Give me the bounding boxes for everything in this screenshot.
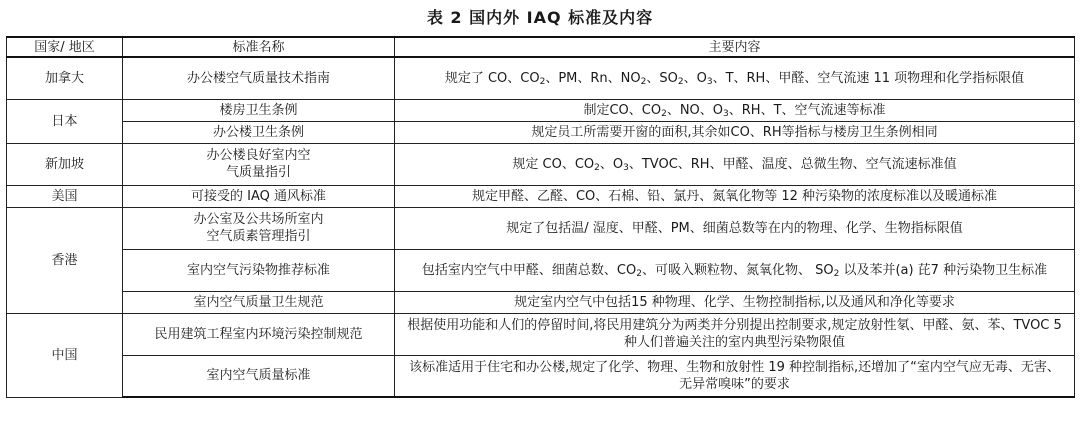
content-text: 规定 CO、CO (512, 156, 595, 172)
subscript: 3 (706, 76, 713, 87)
content-text: 规定甲醛、乙醛、CO、石棉、铅、氯丹、氮氧化物等 12 种污染物的浓度标准以及暖通标准 (471, 188, 998, 204)
content-text: 、PM、Rn、NO (545, 70, 641, 86)
standard-cell: 办公室及公共场所室内空气质素管理指引 (123, 207, 395, 249)
content-text: 以及苯并(a) 芘7 种污染物卫生标准 (839, 262, 1048, 278)
standard-cell: 室内空气质量卫生规范 (123, 291, 395, 313)
content-text: 该标准适用于住宅和办公楼,规定了化学、物理、生物和放射性 19 种控制指标,还增加了“室内空气应无毒、无害、无异常嗅味”的要求 (409, 359, 1060, 392)
region-cell: 香港 (7, 207, 123, 313)
content-text: 、T、RH、甲醛、空气流速 11 项物理和化学指标限值 (712, 70, 1025, 86)
header-standard: 标准名称 (123, 37, 395, 57)
content-text: 规定室内空气中包括15 种物理、化学、生物控制指标,以及通风和净化等要求 (514, 294, 955, 310)
content-text: 、O (599, 156, 624, 172)
content-cell (395, 313, 1075, 355)
subscript: 2 (636, 268, 642, 279)
content-cell (395, 99, 1075, 121)
content-cell (395, 121, 1075, 143)
standard-cell: 室内空气污染物推荐标准 (123, 249, 395, 291)
content-text: 规定了 CO、CO (444, 70, 540, 86)
content-cell (395, 185, 1075, 207)
region-cell: 日本 (7, 99, 123, 143)
content-cell (395, 355, 1075, 397)
content-text: 、TVOC、RH、甲醛、温度、总微生物、空气流速标准值 (628, 156, 957, 172)
table-row (7, 291, 1075, 313)
content-text: 、RH、T、空气流速等标准 (728, 102, 886, 118)
standard-cell: 可接受的 IAQ 通风标准 (123, 185, 395, 207)
content-text: 规定员工所需要开窗的面积,其余如CO、RH等指标与楼房卫生条例相同 (531, 124, 938, 140)
subscript: 2 (661, 108, 667, 119)
region-cell: 中国 (7, 313, 123, 397)
subscript: 2 (594, 162, 600, 173)
content-cell (395, 143, 1075, 185)
standard-cell: 办公楼空气质量技术指南 (123, 57, 395, 99)
table-row (7, 313, 1075, 355)
content-text: 根据使用功能和人们的停留时间,将民用建筑分为两类并分别提出控制要求,规定放射性氡、甲醛、氨、苯、TVOC 5种人们普遍关注的室内典型污染物限值 (407, 318, 1062, 350)
content-cell (395, 249, 1075, 291)
standard-cell: 办公楼良好室内空气质量指引 (123, 143, 395, 185)
subscript: 2 (677, 76, 684, 87)
header-content: 主要内容 (395, 37, 1075, 57)
subscript: 2 (640, 76, 647, 87)
subscript: 2 (833, 268, 840, 279)
content-text: 、NO、O (666, 102, 724, 118)
content-text: 、SO (646, 70, 678, 86)
content-text: 包括室内空气中甲醛、细菌总数、CO (421, 262, 637, 278)
content-cell (395, 207, 1075, 249)
content-text: 规定了包括温/ 湿度、甲醛、PM、细菌总数等在内的物理、化学、生物指标限值 (506, 220, 963, 236)
header-region: 国家/ 地区 (7, 37, 123, 57)
table-row (7, 185, 1075, 207)
subscript: 3 (623, 162, 629, 173)
region-cell: 新加坡 (7, 143, 123, 185)
iaq-standards-table (6, 36, 1075, 398)
table-row (7, 99, 1075, 121)
table-row (7, 249, 1075, 291)
standard-cell: 办公楼卫生条例 (123, 121, 395, 143)
table-caption: 表 2 国内外 IAQ 标准及内容 (426, 8, 654, 27)
table-row (7, 57, 1075, 99)
subscript: 2 (539, 76, 546, 87)
region-cell: 美国 (7, 185, 123, 207)
standard-cell: 室内空气质量标准 (123, 355, 395, 397)
content-text: 制定CO、CO (583, 102, 662, 118)
content-text: 、O (683, 70, 707, 86)
table-row (7, 355, 1075, 397)
region-cell: 加拿大 (7, 57, 123, 99)
table-header-row (7, 37, 1075, 57)
content-text: 、可吸入颗粒物、氮氧化物、 SO (641, 262, 834, 278)
table-row (7, 207, 1075, 249)
content-cell (395, 291, 1075, 313)
content-cell (395, 57, 1075, 99)
table-row (7, 143, 1075, 185)
standard-cell: 民用建筑工程室内环境污染控制规范 (123, 313, 395, 355)
standard-cell: 楼房卫生条例 (123, 99, 395, 121)
subscript: 3 (723, 108, 729, 119)
table-row (7, 121, 1075, 143)
